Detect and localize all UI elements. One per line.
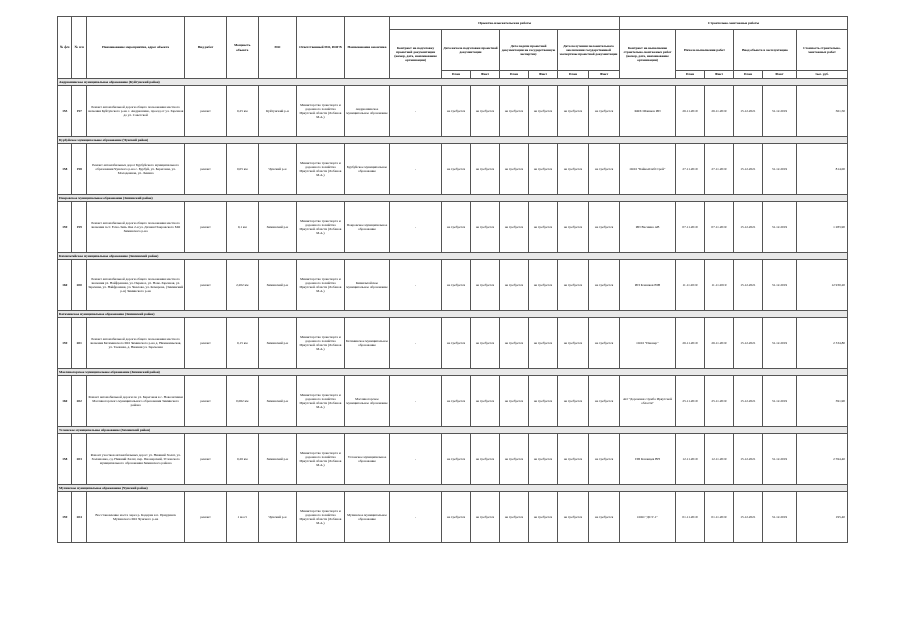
cell-name: Ремонт автомобильных дорог Бурбуйского муниципального образования Чунского р-на с. Бурбуй, ул. Береговая, ул. Молодежная, ул. Ленина [86,144,184,195]
table-body [58,79,848,543]
cell-submission-fact: не требуется [528,434,557,485]
cell-cost: 12 930,20 [797,260,848,311]
cell-cost: 2 334,80 [797,318,848,369]
cell-smr-contract: КФХ Шашков ИП [620,86,676,137]
header-fact: Факт [470,71,499,79]
section-title: Батаминское муниципальное образование (Зиминский район) [58,311,848,318]
header-mo: МО [258,17,296,79]
header-responsible: Ответственный МО, ИОГВ [297,17,345,79]
section-title: Мухинское муниципальное образование (Чунский район) [58,485,848,492]
cell-fp: 160 [58,260,72,311]
header-fact: Факт [528,71,557,79]
cell-design-start-fact: не требуется [470,86,499,137]
cell-fp: 159 [58,318,72,369]
header-plan: План [675,71,704,79]
header-plan: План [442,71,471,79]
cell-expertise-plan: не требуется [557,492,588,543]
cell-np: 202 [72,376,86,427]
cell-smr-start-plan: 27.11.2019 [675,144,704,195]
header-cost: Стоимость строительно-монтажных работ [797,30,848,71]
cell-submission-fact: не требуется [528,202,557,253]
header-fact: Факт [588,71,619,79]
header-capacity: Мощность объекта [226,17,258,79]
cell-cost: 361,50 [797,86,848,137]
cell-commissioning-plan: 15.12.2021 [733,260,762,311]
cell-customer: Услонское муниципальное образование [344,434,390,485]
cell-design-start-fact: не требуется [470,492,499,543]
cell-smr-start-fact: 12.11.2019 [704,434,733,485]
cell-capacity: 1 мост [226,492,258,543]
cell-responsible: Министерство транспорта и дорожного хозяйства Иркутской области (Лобанов М.А.) [297,376,345,427]
cell-design-start-plan: не требуется [442,318,471,369]
header-fact: Факт [762,71,796,79]
header-submission: Дата подачи проектной документации на государственную экспертизу [499,30,557,71]
cell-name: Ремонт автомобильной дороги общего пользования местного значения п.ст. Есно-Зиль Ока 2-я ул. Дачная Покровского МО Зиминского р-на [86,202,184,253]
cell-mo: Зиминский р-н [258,434,296,485]
section-title: Масляногорское муниципальное образование (Зиминский район) [58,369,848,376]
cell-type: ремонт [185,492,226,543]
cell-capacity: 2,202 км [226,260,258,311]
cell-capacity: 0,15 км [226,318,258,369]
section-row [58,79,848,86]
cell-smr-start-fact: 27.11.2019 [704,144,733,195]
header-plan: План [499,71,528,79]
cell-np: 203 [72,434,86,485]
cell-responsible: Министерство транспорта и дорожного хозяйства Иркутской области (Лобанов М.А.) [297,202,345,253]
cell-smr-start-plan: 01.11.2019 [675,492,704,543]
cell-responsible: Министерство транспорта и дорожного хозяйства Иркутской области (Лобанов М.А.) [297,434,345,485]
cell-smr-start-plan: 26.11.2019 [675,86,704,137]
cell-submission-plan: не требуется [499,202,528,253]
cell-mo: Чунский р-н [258,144,296,195]
cell-design-start-plan: не требуется [442,86,471,137]
cell-np: 197 [72,86,86,137]
cell-np: 198 [72,144,86,195]
cell-design-start-plan: не требуется [442,144,471,195]
cell-customer: Покровское муниципальное образование [344,202,390,253]
cell-smr-start-plan: 07.11.2019 [675,202,704,253]
cell-cost: 2 594,40 [797,434,848,485]
header-fp: № ф/п [58,17,72,79]
header-plan: План [733,71,762,79]
cell-type: ремонт [185,144,226,195]
cell-commissioning-fact: 31.12.2019 [762,376,796,427]
cell-design-start-fact: не требуется [470,318,499,369]
cell-expertise-fact: не требуется [588,492,619,543]
header-cost-unit: тыс. руб. [797,71,848,79]
cell-commissioning-plan: 15.12.2021 [733,492,762,543]
cell-submission-plan: не требуется [499,492,528,543]
cell-fp: 158 [58,144,72,195]
cell-capacity: 0,25 км [226,86,258,137]
header-plan: План [557,71,588,79]
cell-smr-start-fact: 11.11.2019 [704,260,733,311]
cell-cost: 391,90 [797,376,848,427]
cell-smr-start-plan: 25.11.2019 [675,376,704,427]
cell-capacity: 0,05 км [226,144,258,195]
table-row [58,202,848,253]
cell-mo: Чунский р-н [258,492,296,543]
cell-type: ремонт [185,260,226,311]
cell-expertise-fact: не требуется [588,144,619,195]
cell-fp: 159 [58,202,72,253]
cell-responsible: Министерство транспорта и дорожного хозяйства Иркутской области (Лобанов М.А.) [297,260,345,311]
header-design-contract: Контракт на подготовку проектной документации (номер, дата, наименование организации) [390,30,442,79]
cell-submission-fact: не требуется [528,260,557,311]
cell-expertise-plan: не требуется [557,318,588,369]
header-design-start: Дата начала подготовки проектной документации [442,30,500,71]
header-expertise: Дата получения положительного заключения государственной экспертизы проектной документации [557,30,619,71]
header-fact: Факт [704,71,733,79]
cell-smr-start-plan: 12.11.2019 [675,434,704,485]
cell-responsible: Министерство транспорта и дорожного хозяйства Иркутской области (Лобанов М.А.) [297,86,345,137]
table-row [58,376,848,427]
cell-responsible: Министерство транспорта и дорожного хозяйства Иркутской области (Лобанов М.А.) [297,318,345,369]
cell-smr-contract: ООО "Пионер" [620,318,676,369]
cell-fp: 159 [58,492,72,543]
cell-np: 204 [72,492,86,543]
cell-commissioning-fact: 31.12.2019 [762,86,796,137]
table-row [58,318,848,369]
cell-design-start-fact: не требуется [470,376,499,427]
cell-fp: 160 [58,376,72,427]
cell-submission-plan: не требуется [499,86,528,137]
cell-commissioning-fact: 31.12.2019 [762,144,796,195]
cell-cost: 814,00 [797,144,848,195]
cell-submission-plan: не требуется [499,318,528,369]
header-smr-contract: Контракт на выполнение строительно-монтажных работ (номер, дата, наименование организации) [620,30,676,79]
cell-type: ремонт [185,86,226,137]
header-smr-start: Начало выполнения работ [675,30,733,71]
cell-capacity: 0,26 км [226,434,258,485]
cell-customer: Бурбуйское муниципальное образование [344,144,390,195]
section-title: Услонское муниципальное образование (Зиминский район) [58,427,848,434]
cell-smr-contract: ИП Веснина АВ [620,202,676,253]
cell-name: Ремонт автомобильной дороги общего пользования местного значения Куйтунского р-на с. Андрюшино, проезд от ул. Заречная до ул. Советской [86,86,184,137]
cell-smr-start-fact: 01.11.2019 [704,492,733,543]
cell-capacity: 0,062 км [226,376,258,427]
cell-name: Ремонт автомобильной дороги по ул. Береговая в с. Новолетники Масляногорского муниципального образования Зиминского района [86,376,184,427]
cell-design-contract: - [390,202,442,253]
cell-design-contract: - [390,86,442,137]
table-row [58,144,848,195]
cell-submission-plan: не требуется [499,144,528,195]
cell-smr-start-fact: 26.11.2019 [704,318,733,369]
report-sheet [57,16,848,543]
cell-mo: Зиминский р-н [258,260,296,311]
section-row [58,195,848,202]
cell-commissioning-plan: 15.12.2021 [733,318,762,369]
header-type: Вид работ [185,17,226,79]
cell-customer: Мухинское муниципальное образование [344,492,390,543]
cell-responsible: Министерство транспорта и дорожного хозяйства Иркутской области (Лобанов М.А.) [297,144,345,195]
section-row [58,427,848,434]
cell-design-start-plan: не требуется [442,376,471,427]
cell-design-contract: - [390,376,442,427]
cell-mo: Зиминский р-н [258,376,296,427]
cell-expertise-plan: не требуется [557,376,588,427]
cell-design-start-plan: не требуется [442,260,471,311]
cell-name: Ремонт автомобильной дороги общего пользования местного значения ул. Найфранная, ул. Перевоз, ул. Ново-Заречная, ул. Заречная, ул. Найфранная, ул. Чкалова, ул. Комарова, (Зиминский р-н) Зиминского р-на [86,260,184,311]
table-row [58,86,848,137]
cell-expertise-fact: не требуется [588,260,619,311]
cell-smr-start-fact: 07.11.2019 [704,202,733,253]
cell-type: ремонт [185,202,226,253]
cell-design-contract: - [390,434,442,485]
cell-type: ремонт [185,376,226,427]
header-commissioning: Ввод объекта в эксплуатацию [733,30,796,71]
cell-mo: Зиминский р-н [258,318,296,369]
cell-customer: Батаминское муниципальное образование [344,318,390,369]
section-title: Кимильтейское муниципальное образование (Зиминский район) [58,253,848,260]
cell-design-start-fact: не требуется [470,144,499,195]
cell-fp: 158 [58,434,72,485]
cell-expertise-plan: не требуется [557,144,588,195]
header-group-construction: Строительно-монтажные работы [620,17,848,30]
section-title: Андрюшинское муниципальное образование (Куйтунский район) [58,79,848,86]
cell-smr-contract: ИП Казанцев ВН [620,434,676,485]
cell-submission-fact: не требуется [528,376,557,427]
cell-commissioning-fact: 31.12.2019 [762,202,796,253]
cell-smr-contract: АО "Дорожная служба Иркутской области" [620,376,676,427]
cell-expertise-fact: не требуется [588,202,619,253]
cell-submission-plan: не требуется [499,260,528,311]
cell-commissioning-plan: 15.12.2021 [733,376,762,427]
works-table [57,16,848,543]
cell-commissioning-fact: 31.12.2019 [762,492,796,543]
section-title: Бурбуйское муниципальное образование (Чунский район) [58,137,848,144]
cell-design-contract: - [390,260,442,311]
cell-name: Ремонт автомобильной дороги общего пользования местного значения Батаминского МО Зиминского р-на д. Нижнеиньская, ул. Таежная, д. Нижняя ул. Зареченая [86,318,184,369]
cell-expertise-fact: не требуется [588,376,619,427]
cell-type: ремонт [185,434,226,485]
cell-design-start-fact: не требуется [470,434,499,485]
cell-submission-plan: не требуется [499,434,528,485]
cell-expertise-fact: не требуется [588,318,619,369]
header-group-design: Проектно-изыскательские работы [390,17,620,30]
cell-design-contract: - [390,144,442,195]
header-np: № п/п [72,17,86,79]
cell-np: 200 [72,260,86,311]
cell-smr-contract: ИП Клашков ЮВ [620,260,676,311]
section-title: Покровское муниципальное образование (Зиминский район) [58,195,848,202]
cell-design-contract: - [390,492,442,543]
cell-np: 201 [72,318,86,369]
section-row [58,369,848,376]
cell-capacity: 0,1 км [226,202,258,253]
cell-submission-fact: не требуется [528,86,557,137]
cell-design-start-fact: не требуется [470,260,499,311]
cell-submission-fact: не требуется [528,492,557,543]
cell-customer: Кимильтейское муниципальное образование [344,260,390,311]
cell-expertise-plan: не требуется [557,434,588,485]
cell-smr-start-plan: 11.11.2019 [675,260,704,311]
cell-design-contract: - [390,318,442,369]
cell-expertise-fact: не требуется [588,434,619,485]
cell-responsible: Министерство транспорта и дорожного хозяйства Иркутской области (Лобанов М.А.) [297,492,345,543]
cell-commissioning-plan: 15.12.2021 [733,434,762,485]
cell-name: Восстановление моста через р. Кадарчи в п. Приудинск Мухинского МО Чунского р-на [86,492,184,543]
cell-mo: Куйтунский р-н [258,86,296,137]
cell-design-start-plan: не требуется [442,492,471,543]
cell-submission-fact: не требуется [528,144,557,195]
cell-commissioning-plan: 15.12.2021 [733,144,762,195]
cell-submission-plan: не требуется [499,376,528,427]
cell-expertise-plan: не требуется [557,260,588,311]
cell-commissioning-fact: 31.12.2019 [762,260,796,311]
header-name: Наименование мероприятия, адрес объекта [86,17,184,79]
header-customer: Наименование заказчика [344,17,390,79]
table-row [58,434,848,485]
cell-cost: 1 283,90 [797,202,848,253]
cell-smr-start-fact: 25.11.2019 [704,376,733,427]
cell-expertise-fact: не требуется [588,86,619,137]
cell-commissioning-fact: 31.12.2019 [762,434,796,485]
cell-submission-fact: не требуется [528,318,557,369]
cell-commissioning-plan: 15.12.2021 [733,202,762,253]
cell-design-start-plan: не требуется [442,202,471,253]
cell-design-start-plan: не требуется [442,434,471,485]
cell-smr-contract: ООО "БайкалСибСтрой" [620,144,676,195]
section-row [58,311,848,318]
cell-type: ремонт [185,318,226,369]
cell-customer: Андрюшинское муниципальное образование [344,86,390,137]
table-row [58,260,848,311]
cell-commissioning-plan: 15.12.2021 [733,86,762,137]
table-row [58,492,848,543]
cell-expertise-plan: не требуется [557,86,588,137]
cell-cost: 195,40 [797,492,848,543]
cell-customer: Масляногорское муниципальное образование [344,376,390,427]
cell-design-start-fact: не требуется [470,202,499,253]
cell-np: 199 [72,202,86,253]
section-row [58,485,848,492]
section-row [58,137,848,144]
section-row [58,253,848,260]
cell-commissioning-fact: 31.12.2019 [762,318,796,369]
cell-smr-start-fact: 26.11.2019 [704,86,733,137]
cell-smr-contract: ООО "ДСУ-1" [620,492,676,543]
cell-name: Ремонт участков автомобильных дорог: ул. Нижний Халат, ул. Халашовка, сд. Нижний Халат, пер. Пионерский, Услонского муниципального образования Зиминского района [86,434,184,485]
cell-mo: Зиминский р-н [258,202,296,253]
cell-expertise-plan: не требуется [557,202,588,253]
cell-smr-start-plan: 26.11.2019 [675,318,704,369]
cell-fp: 155 [58,86,72,137]
